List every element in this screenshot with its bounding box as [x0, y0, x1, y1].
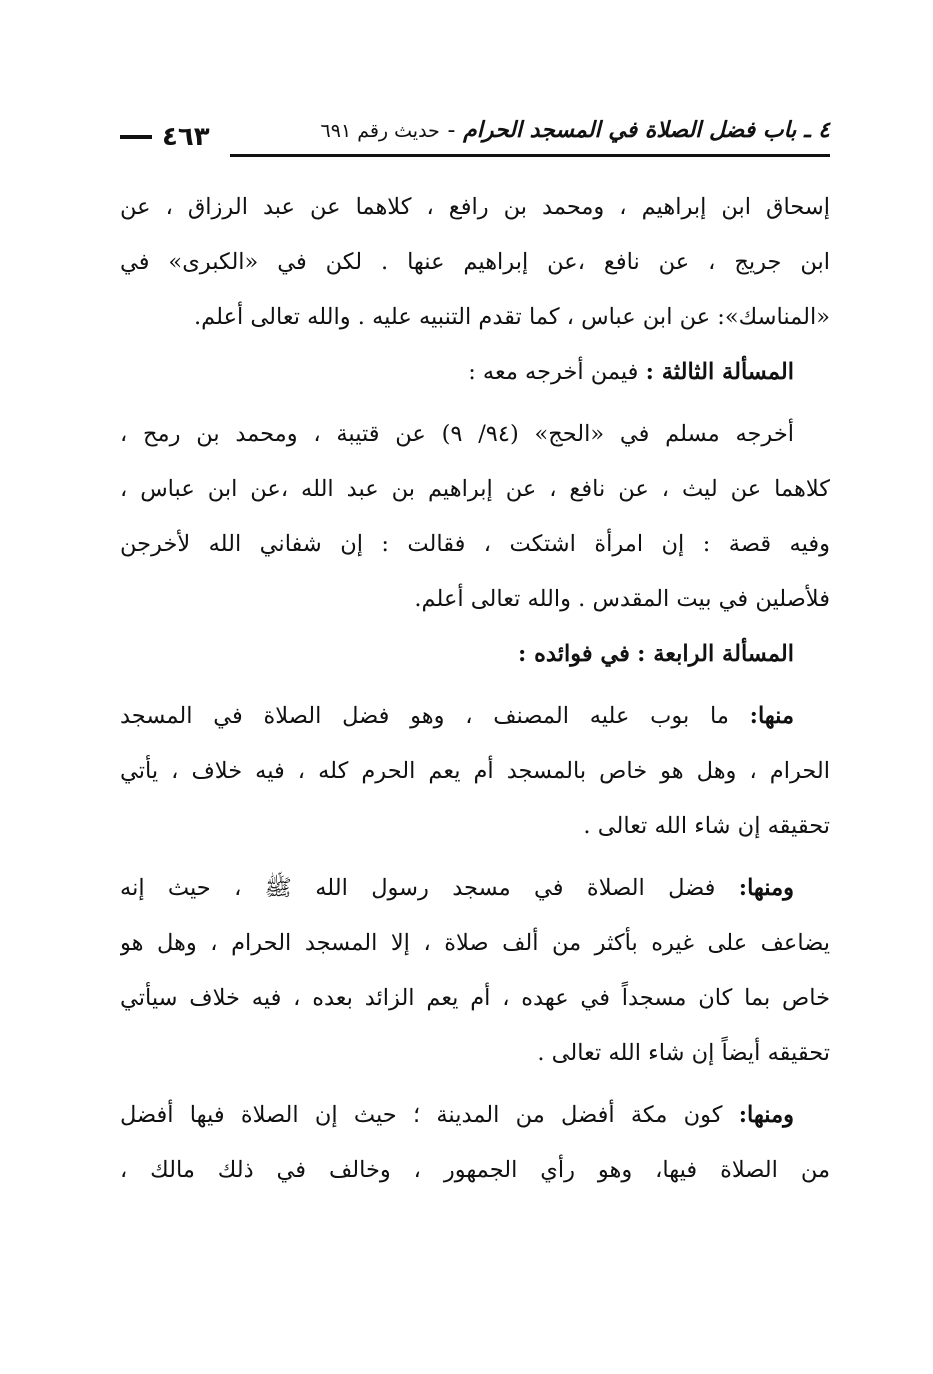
paragraph-label: ومنها: — [738, 875, 795, 901]
paragraph-text: ما بوب عليه المصنف ، وهو فضل الصلاة في المسجد — [120, 703, 729, 729]
body-text — [120, 180, 830, 1198]
section-heading-4 — [120, 627, 830, 682]
paragraph-text: كون مكة أفضل من المدينة ؛ حيث إن الصلاة فيها أفضل — [120, 1102, 723, 1128]
chapter-title — [321, 118, 830, 143]
section-heading-label: المسألة الرابعة : — [637, 641, 794, 667]
page-number-dash — [120, 135, 152, 139]
section-heading-text: فيمن أخرجه معه : — [468, 359, 639, 385]
text-line: ابن جريج ، عن نافع ،عن إبراهيم عنها . لكن في «الكبرى» في — [120, 249, 830, 275]
text-line: أخرجه مسلم في «الحج» (٩٤/ ٩) عن قتيبة ، ومحمد بن رمح ، — [120, 421, 794, 447]
text-line: تحقيقه أيضاً إن شاء الله تعالى . — [537, 1040, 830, 1066]
paragraph-label: منها: — [749, 703, 795, 729]
paragraph-3-line — [120, 1088, 830, 1143]
page-number: ٤٦٣ — [162, 122, 210, 152]
section-heading-text: في فوائده : — [517, 641, 630, 667]
chapter-title-text: ٤ ـ باب فضل الصلاة في المسجد الحرام — [463, 118, 830, 143]
paragraph-label: ومنها: — [738, 1102, 794, 1128]
paragraph-text: فضل الصلاة في مسجد رسول الله ﷺ ، حيث إنه — [120, 875, 716, 901]
section-heading-label: المسألة الثالثة : — [645, 359, 794, 385]
header-rule — [230, 154, 830, 157]
section-heading-3 — [120, 345, 830, 400]
text-line: يضاعف على غيره بأكثر من ألف صلاة ، إلا المسجد الحرام ، وهل هو — [120, 930, 830, 956]
running-header — [120, 112, 830, 158]
paragraph-1-line — [120, 689, 830, 744]
header-separator: - — [447, 118, 456, 143]
text-line: خاص بما كان مسجداً في عهده ، أم يعم الزائد بعده ، فيه خلاف سيأتي — [120, 985, 830, 1011]
text-line: من الصلاة فيها، وهو رأي الجمهور ، وخالف في ذلك مالك ، — [120, 1157, 830, 1183]
text-line: تحقيقه إن شاء الله تعالى . — [583, 813, 830, 839]
text-line: فلأصلين في بيت المقدس . والله تعالى أعلم. — [414, 586, 830, 612]
page-number-block — [120, 122, 210, 152]
text-line: «المناسك»: عن ابن عباس ، كما تقدم التنبيه عليه . والله تعالى أعلم. — [194, 304, 830, 330]
hadith-number: حديث رقم ٦٩١ — [320, 120, 440, 142]
text-line: وفيه قصة : إن امرأة اشتكت ، فقالت : إن شفاني الله لأخرجن — [120, 531, 830, 557]
text-line: الحرام ، وهل هو خاص بالمسجد أم يعم الحرم كله ، فيه خلاف ، يأتي — [120, 758, 830, 784]
text-line: إسحاق ابن إبراهيم ، ومحمد بن رافع ، كلاهما عن عبد الرزاق ، عن — [120, 194, 830, 220]
text-line: كلاهما عن ليث ، عن نافع ، عن إبراهيم بن عبد الله ،عن ابن عباس ، — [120, 476, 830, 502]
paragraph-2-line — [120, 861, 830, 916]
